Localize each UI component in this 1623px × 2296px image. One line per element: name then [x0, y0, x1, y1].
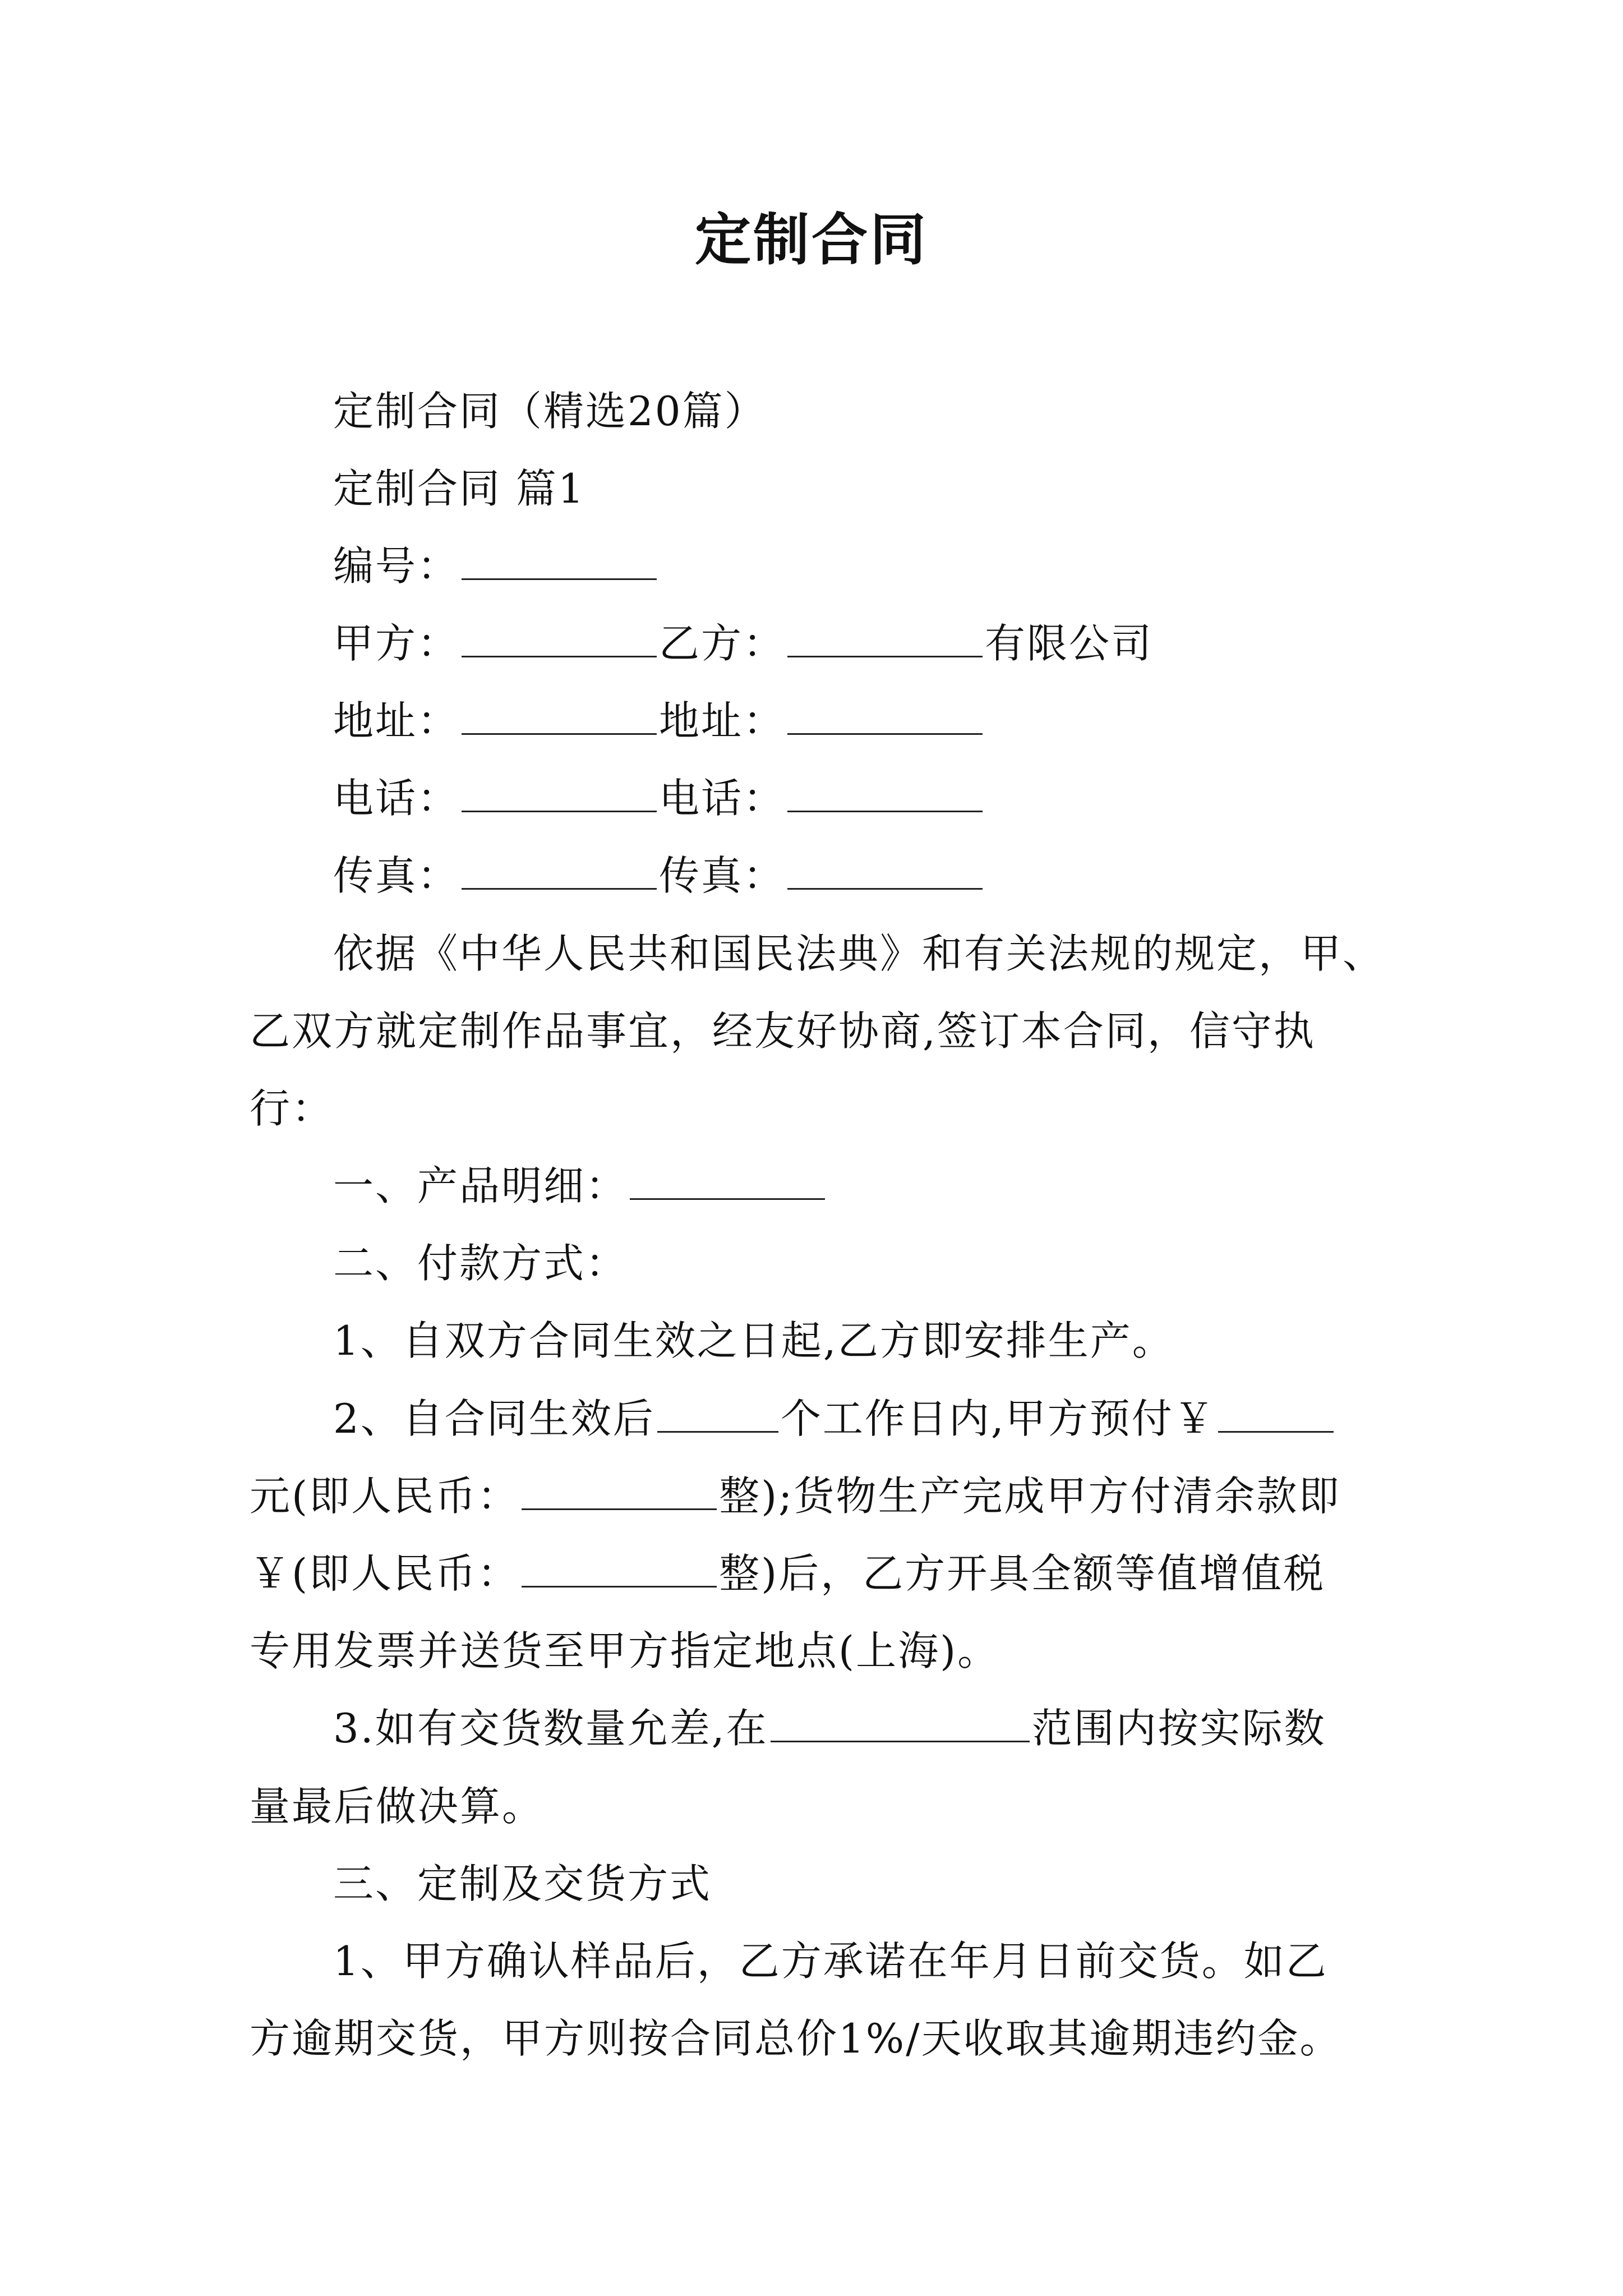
- phone-b-label: 电话：: [659, 775, 786, 822]
- clause-3-heading: 三、定制及交货方式: [333, 1860, 712, 1907]
- clause-2-item-2-line-2: [250, 1471, 1340, 1521]
- product-detail-blank: [630, 1166, 825, 1200]
- address-row: [333, 696, 985, 746]
- clause-2-item-2-line-4: 专用发票并送货至甲方指定地点(上海)。: [250, 1627, 1000, 1674]
- clause-3-item-1-line-1: 1、甲方确认样品后，乙方承诺在年月日前交货。如乙: [333, 1938, 1328, 1985]
- preamble-line-3: 行：: [250, 1085, 334, 1132]
- clause-2-item-2-text-f: 整)后，乙方开具全额等值增值税: [719, 1550, 1326, 1597]
- party-a-label: 甲方：: [333, 620, 460, 667]
- prepay-rmb-blank: [522, 1476, 717, 1510]
- fax-row: [333, 850, 985, 901]
- number-row: [333, 541, 659, 591]
- prepay-blank: [1218, 1398, 1334, 1433]
- clause-2-item-1: 1、自双方合同生效之日起,乙方即安排生产。: [333, 1317, 1174, 1364]
- clause-2-heading: 二、付款方式：: [333, 1240, 628, 1287]
- clause-2-item-3-text-a: 3.如有交货数量允差,在: [333, 1705, 768, 1752]
- fax-a-label: 传真：: [333, 852, 460, 899]
- phone-row: [333, 773, 985, 823]
- clause-1-row: [333, 1161, 827, 1211]
- clause-2-item-2-line-1: [333, 1393, 1336, 1444]
- tolerance-blank: [771, 1708, 1030, 1742]
- clause-2-item-3-text-b: 范围内按实际数: [1031, 1705, 1326, 1752]
- clause-2-item-3-line-2: 量最后做决算。: [250, 1783, 545, 1830]
- clause-2-item-3-line-1: [333, 1703, 1326, 1754]
- address-b-blank: [787, 701, 983, 735]
- balance-rmb-blank: [522, 1553, 717, 1588]
- phone-a-label: 电话：: [333, 775, 460, 822]
- section-heading: 定制合同 篇1: [333, 465, 585, 512]
- party-a-blank: [462, 623, 657, 657]
- fax-b-label: 传真：: [659, 852, 786, 899]
- party-b-blank: [787, 623, 983, 657]
- clause-2-item-2-text-a: 2、自合同生效后: [333, 1395, 655, 1442]
- address-a-label: 地址：: [333, 697, 460, 744]
- preamble-line-1: 依据《中华人民共和国民法典》和有关法规的规定，甲、: [333, 930, 1385, 977]
- fax-a-blank: [462, 855, 657, 890]
- workdays-blank: [657, 1398, 778, 1433]
- document-title: 定制合同: [695, 207, 928, 273]
- document-subtitle: 定制合同（精选20篇）: [333, 388, 767, 435]
- address-b-label: 地址：: [659, 697, 786, 744]
- party-b-label: 乙方：: [659, 620, 786, 667]
- number-blank: [462, 546, 657, 580]
- fax-b-blank: [787, 855, 983, 890]
- clause-3-item-1-line-2: 方逾期交货，甲方则按合同总价1%/天收取其逾期违约金。: [250, 2015, 1342, 2062]
- clause-2-item-2-text-b: 个工作日内,甲方预付￥: [780, 1395, 1216, 1442]
- phone-b-blank: [787, 778, 983, 812]
- clause-1-label: 一、产品明细：: [333, 1162, 628, 1209]
- party-row: [333, 618, 1153, 669]
- number-label: 编号：: [333, 542, 460, 590]
- clause-2-item-2-text-d: 整);货物生产完成甲方付清余款即: [719, 1473, 1341, 1520]
- clause-2-item-2-text-e: ￥(即人民币：: [250, 1550, 520, 1597]
- preamble-line-2: 乙双方就定制作品事宜，经友好协商,签订本合同，信守执: [250, 1007, 1316, 1055]
- address-a-blank: [462, 701, 657, 735]
- clause-2-item-2-text-c: 元(即人民币：: [250, 1473, 520, 1520]
- clause-2-item-2-line-3: [250, 1548, 1325, 1599]
- party-b-suffix: 有限公司: [985, 620, 1154, 667]
- phone-a-blank: [462, 778, 657, 812]
